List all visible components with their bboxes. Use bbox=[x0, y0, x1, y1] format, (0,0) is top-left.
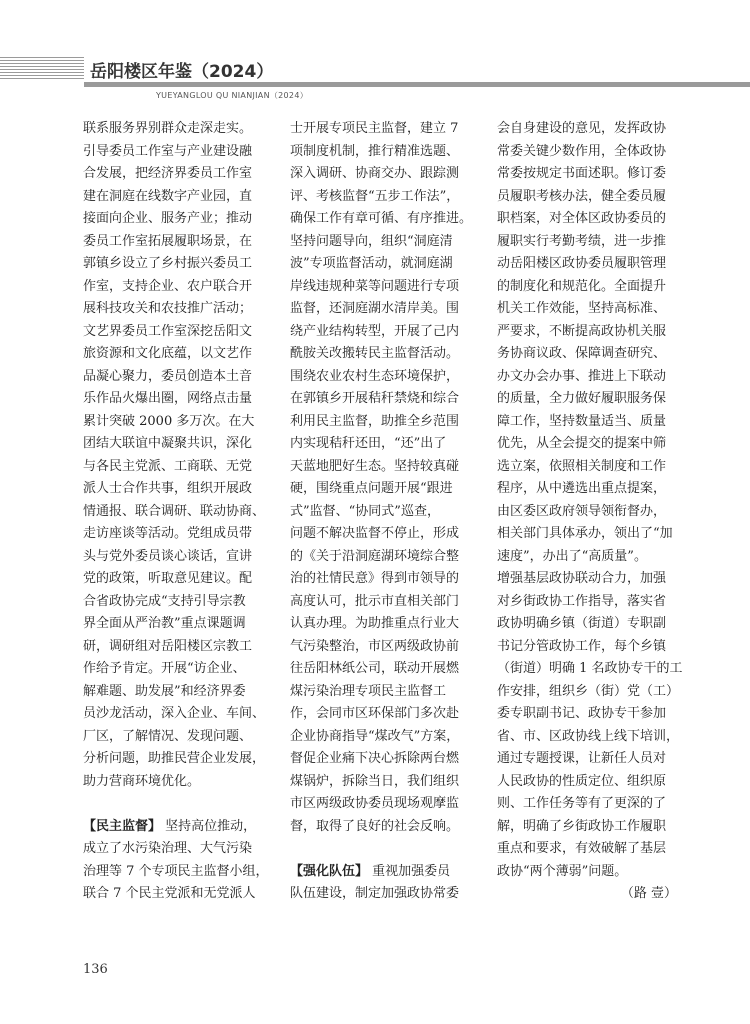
text-line: 波”专项监督活动，就洞庭湖 bbox=[290, 256, 453, 271]
text-line: 煤锅炉，拆除当日，我们组织 bbox=[290, 773, 460, 789]
text-line: 往岳阳林纸公司，联动开展燃 bbox=[290, 661, 460, 676]
text-column-3 bbox=[497, 118, 687, 906]
text-line: 相关部门具体承办，领出了“加 bbox=[497, 526, 673, 541]
text-line: 士开展专项民主监督，建立 7 bbox=[290, 121, 459, 136]
text-line: 内实现秸秆还田，“还”出了 bbox=[290, 436, 447, 451]
text-line: 问题不解决监督不停止，形成 bbox=[290, 526, 460, 541]
text-line: 【强化队伍】 重视加强委员 bbox=[290, 863, 451, 879]
text-line: 厂区，了解情况、发现问题、 bbox=[83, 728, 253, 744]
text-line: 接面向企业、服务产业；推动 bbox=[83, 211, 253, 226]
text-line: 情通报、联合调研、联动协商、 bbox=[83, 503, 266, 519]
text-line: 政协“两个薄弱”问题。 bbox=[497, 863, 628, 879]
text-line: 旅资源和文化底蕴，以文艺作 bbox=[83, 346, 253, 361]
text-line: 认真办理。为助推重点行业大 bbox=[290, 616, 460, 631]
text-line: 的制度化和规范化。全面提升 bbox=[497, 278, 667, 294]
text-line: 监督，还洞庭湖水清岸美。围 bbox=[290, 301, 460, 316]
text-line: 围绕农业农村生态环境保护， bbox=[290, 368, 460, 384]
text-line: 委员工作室拓展履职场景，在 bbox=[83, 233, 253, 249]
text-line: 乐作品火爆出圈，网络点击量 bbox=[83, 391, 253, 406]
text-line: 速度”，办出了“高质量”。 bbox=[497, 548, 647, 564]
text-line: 作室，支持企业、农户联合开 bbox=[83, 278, 253, 294]
section-heading: 【强化队伍】 bbox=[290, 863, 369, 879]
text-line: 则、工作任务等有了更深的了 bbox=[497, 796, 667, 811]
text-line: 重点和要求，有效破解了基层 bbox=[497, 841, 667, 856]
header-bar bbox=[84, 82, 750, 87]
text-line: 队伍建设，制定加强政协常委 bbox=[290, 886, 460, 901]
text-line: 成立了水污染治理、大气污染 bbox=[83, 841, 253, 856]
text-line: 作给予肯定。开展“访企业、 bbox=[83, 661, 246, 676]
text-line: 深入调研、协商交办、跟踪测 bbox=[290, 166, 460, 181]
text-line: 动岳阳楼区政协委员履职管理 bbox=[497, 256, 667, 271]
text-line: 【民主监督】 坚持高位推动， bbox=[83, 818, 257, 834]
text-line: 在郭镇乡开展秸秆禁烧和综合 bbox=[290, 391, 460, 406]
text-line: 书记分管政协工作，每个乡镇 bbox=[497, 638, 667, 654]
text-line: 引导委员工作室与产业建设融 bbox=[83, 143, 253, 159]
text-line: 党的政策，听取意见建议。配 bbox=[83, 571, 253, 586]
text-line: 治的社情民意》得到市领导的 bbox=[290, 571, 460, 586]
text-line: 项制度机制，推行精准选题、 bbox=[290, 143, 460, 159]
text-line: 品凝心聚力，委员创造本土音 bbox=[83, 368, 253, 384]
text-line: 利用民主监督，助推全乡范围 bbox=[290, 413, 460, 429]
text-line: 的质量，全力做好履职服务保 bbox=[497, 391, 667, 406]
text-column-1 bbox=[83, 118, 273, 906]
text-line: 气污染整治，市区两级政协前 bbox=[290, 638, 460, 654]
text-line: 分析问题，助推民营企业发展， bbox=[83, 751, 266, 766]
text-line: 酰胺关改搬转民主监督活动。 bbox=[290, 346, 460, 361]
text-line: 员履职考核办法，健全委员履 bbox=[497, 188, 667, 204]
header-stripes bbox=[0, 57, 84, 83]
text-line: 助力营商环境优化。 bbox=[83, 773, 201, 789]
text-line: 作安排，组织乡（街）党（工） bbox=[497, 683, 680, 699]
text-line: （街道）明确 1 名政协专干的工 bbox=[497, 661, 683, 676]
text-line: 联合 7 个民主党派和无党派人 bbox=[83, 886, 256, 901]
text-line: 岸线违规种菜等问题进行专项 bbox=[290, 278, 460, 294]
text-line: 督，取得了良好的社会反响。 bbox=[290, 818, 460, 834]
text-line: 作，会同市区环保部门多次赴 bbox=[290, 706, 460, 721]
text-line: 企业协商指导“煤改气”方案， bbox=[290, 728, 460, 744]
text-line: 员沙龙活动，深入企业、车间、 bbox=[83, 706, 266, 721]
text-line bbox=[83, 793, 273, 816]
text-line: 通过专题授课，让新任人员对 bbox=[497, 751, 667, 766]
text-line: 评、考核监督“五步工作法”， bbox=[290, 188, 460, 204]
text-line: 确保工作有章可循、有序推进。 bbox=[290, 211, 473, 226]
text-line: 头与党外委员谈心谈话，宣讲 bbox=[83, 548, 253, 564]
text-line: 常委关键少数作用，全体政协 bbox=[497, 143, 667, 159]
page-number: 136 bbox=[83, 962, 108, 977]
text-line: 与各民主党派、工商联、无党 bbox=[83, 458, 253, 474]
text-line: 增强基层政协联动合力，加强 bbox=[497, 571, 667, 586]
text-line: 解难题、助发展”和经济界委 bbox=[83, 683, 246, 699]
text-line: 郭镇乡设立了乡村振兴委员工 bbox=[83, 256, 253, 271]
text-line: 障工作，坚持数量适当、质量 bbox=[497, 413, 667, 429]
text-line: 界全面从严治教”重点课题调 bbox=[83, 616, 246, 631]
text-line: 对乡街政协工作指导，落实省 bbox=[497, 593, 667, 609]
text-line: 累计突破 2000 多万次。在大 bbox=[83, 413, 255, 429]
running-subtitle: YUEYANGLOU QU NIANJIAN（2024） bbox=[156, 91, 309, 100]
text-line: （路 壹） bbox=[620, 886, 677, 901]
text-line: 办文办会办事、推进上下联动 bbox=[497, 368, 667, 384]
text-line: 履职实行考勤考绩，进一步推 bbox=[497, 233, 667, 249]
text-line: 坚持问题导向，组织“洞庭清 bbox=[290, 233, 453, 249]
text-line: 硬，围绕重点问题开展“跟进 bbox=[290, 481, 453, 496]
text-line: 天蓝地肥好生态。坚持较真碰 bbox=[290, 458, 460, 474]
text-line: 派人士合作共事，组织开展政 bbox=[83, 481, 253, 496]
text-line: 建在洞庭在线数字产业园，直 bbox=[83, 188, 253, 204]
text-line: 程序，从中遴选出重点提案， bbox=[497, 481, 667, 496]
text-line: 研，调研组对岳阳楼区宗教工 bbox=[83, 638, 253, 654]
text-line: 文艺界委员工作室深挖岳阳文 bbox=[83, 323, 253, 339]
text-line: 式”监督、“协同式”巡查， bbox=[290, 503, 440, 519]
text-line: 督促企业痛下决心拆除两台燃 bbox=[290, 751, 460, 766]
text-line: 委专职副书记、政协专干参加 bbox=[497, 706, 667, 721]
text-line: 省、市、区政协线上线下培训， bbox=[497, 728, 680, 744]
text-line: 市区两级政协委员现场观摩监 bbox=[290, 796, 460, 811]
text-line bbox=[290, 838, 480, 861]
text-line: 政协明确乡镇（街道）专职副 bbox=[497, 616, 667, 631]
text-line: 团结大联谊中凝聚共识，深化 bbox=[83, 436, 253, 451]
text-line: 高度认可，批示市直相关部门 bbox=[290, 593, 460, 609]
text-line: 合发展，把经济界委员工作室 bbox=[83, 166, 253, 181]
text-line: 治理等 7 个专项民主监督小组， bbox=[83, 863, 269, 879]
text-line: 人民政协的性质定位、组织原 bbox=[497, 773, 667, 789]
text-line: 优先，从全会提交的提案中筛 bbox=[497, 436, 667, 451]
text-line: 常委按规定书面述职。修订委 bbox=[497, 166, 667, 181]
text-column-2 bbox=[290, 118, 480, 906]
text-line: 走访座谈等活动。党组成员带 bbox=[83, 526, 253, 541]
text-line: 严要求，不断提高政协机关服 bbox=[497, 323, 667, 339]
text-line: 由区委区政府领导领衔督办， bbox=[497, 503, 667, 519]
text-line: 会自身建设的意见，发挥政协 bbox=[497, 121, 667, 136]
text-line: 合省政协完成“支持引导宗教 bbox=[83, 593, 246, 609]
text-line: 联系服务界别群众走深走实。 bbox=[83, 121, 253, 136]
text-line: 务协商议政、保障调查研究、 bbox=[497, 346, 667, 361]
text-line: 选立案，依照相关制度和工作 bbox=[497, 458, 667, 474]
text-line: 机关工作效能，坚持高标准、 bbox=[497, 301, 667, 316]
section-heading: 【民主监督】 bbox=[83, 818, 162, 834]
text-line: 煤污染治理专项民主监督工 bbox=[290, 683, 447, 699]
text-line: 展科技攻关和农技推广活动； bbox=[83, 301, 253, 316]
text-line: 绕产业结构转型，开展了己内 bbox=[290, 323, 460, 339]
text-line: 解，明确了乡街政协工作履职 bbox=[497, 818, 667, 834]
running-title: 岳阳楼区年鉴（2024） bbox=[90, 62, 274, 82]
text-line: 职档案，对全体区政协委员的 bbox=[497, 211, 667, 226]
text-line: 的《关于沿洞庭湖环境综合整 bbox=[290, 548, 460, 564]
